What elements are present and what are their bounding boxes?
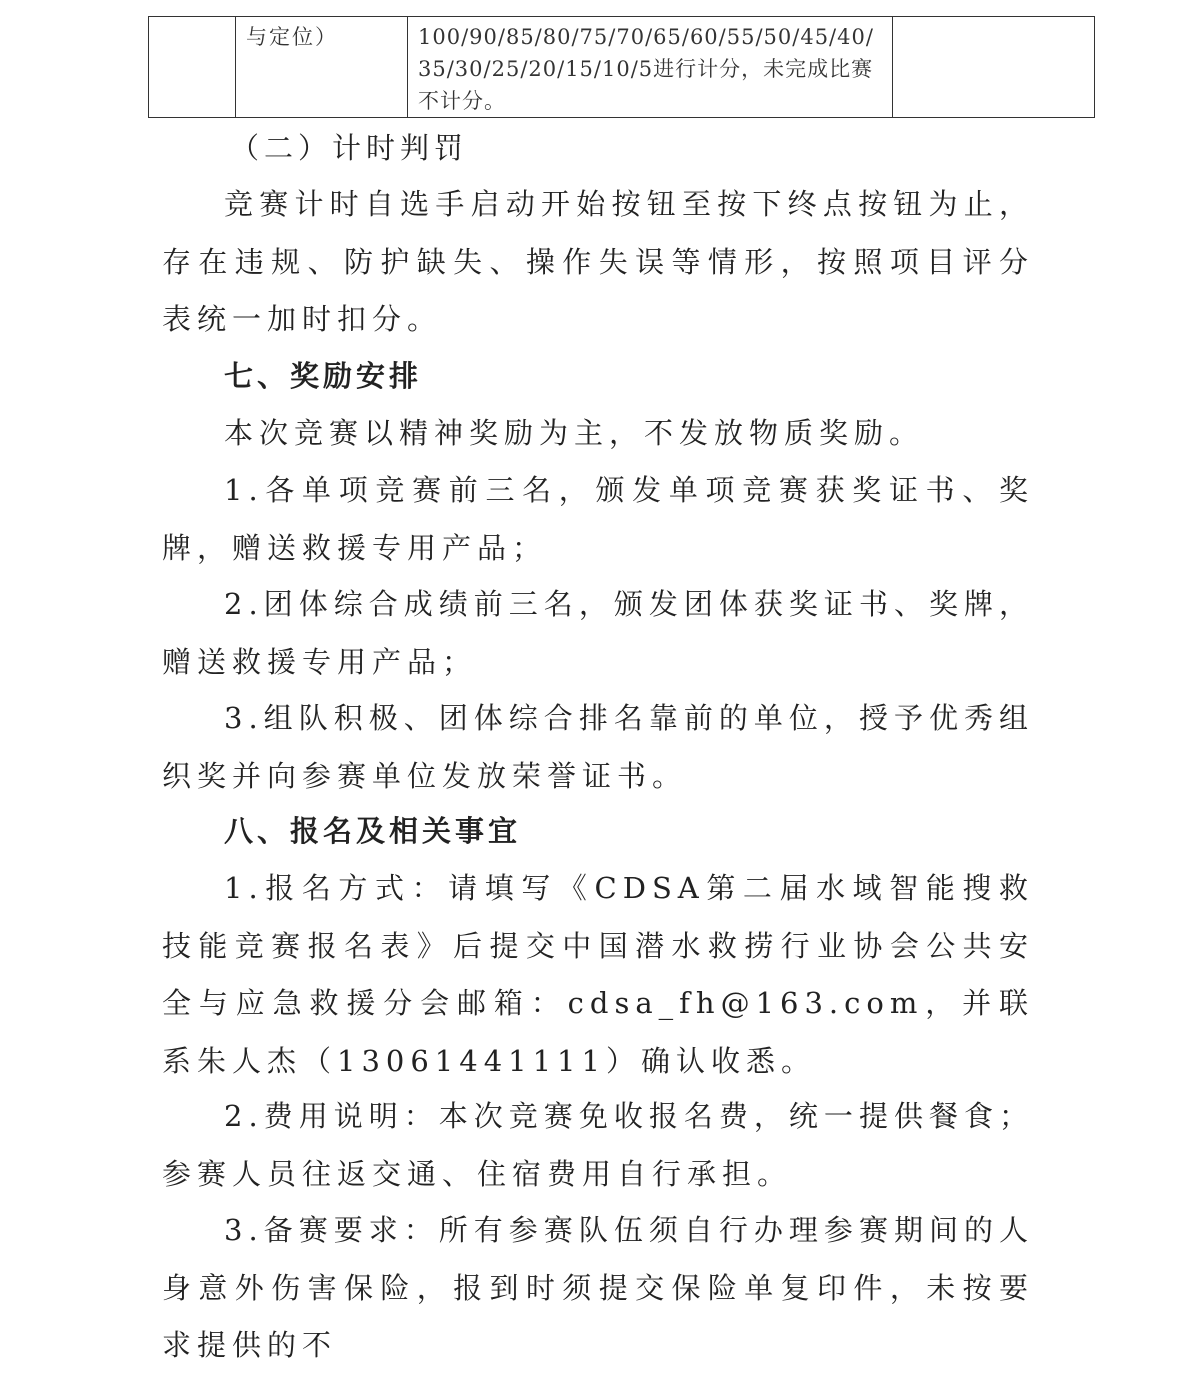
table-cell-index [149,17,236,118]
awards-heading: 七、奖励安排 [224,359,423,393]
timing-penalty-heading: （二）计时判罚 [230,131,469,165]
timing-penalty-paragraph: 竞赛计时自选手启动开始按钮至按下终点按钮为止，存在违规、防护缺失、操作失误等情形，按照项目评分表统一加时扣分。 [162,187,1034,336]
awards-item-2: 2.团体综合成绩前三名，颁发团体获奖证书、奖牌，赠送救援专用产品； [162,587,1034,679]
table-row [149,17,1095,118]
awards-item-3: 3.组队积极、团体综合排名靠前的单位，授予优秀组织奖并向参赛单位发放荣誉证书。 [162,701,1034,793]
table-cell-scoring-rule: 100/90/85/80/75/70/65/60/55/50/45/40/35/30/25/20/15/10/5进行计分，未完成比赛不计分。 [408,17,893,118]
scoring-table-fragment [148,16,1095,118]
awards-item-1: 1.各单项竞赛前三名，颁发单项竞赛获奖证书、奖牌，赠送救援专用产品； [162,473,1034,565]
registration-item-3: 3.备赛要求：所有参赛队伍须自行办理参赛期间的人身意外伤害保险，报到时须提交保险单复印件，未按要求提供的不 [162,1213,1034,1362]
table-cell-item: 与定位） [236,17,408,118]
awards-intro: 本次竞赛以精神奖励为主，不发放物质奖励。 [224,416,925,450]
table-cell-remarks [893,17,1095,118]
registration-heading: 八、报名及相关事宜 [224,814,522,848]
registration-item-2: 2.费用说明：本次竞赛免收报名费，统一提供餐食；参赛人员往返交通、住宿费用自行承担。 [162,1099,1034,1191]
registration-item-1: 1.报名方式：请填写《CDSA第二届水域智能搜救技能竞赛报名表》后提交中国潜水救捞行业协会公共安全与应急救援分会邮箱：cdsa_fh@163.com，并联系朱人杰（13061441111）确认收悉。 [162,871,1034,1078]
